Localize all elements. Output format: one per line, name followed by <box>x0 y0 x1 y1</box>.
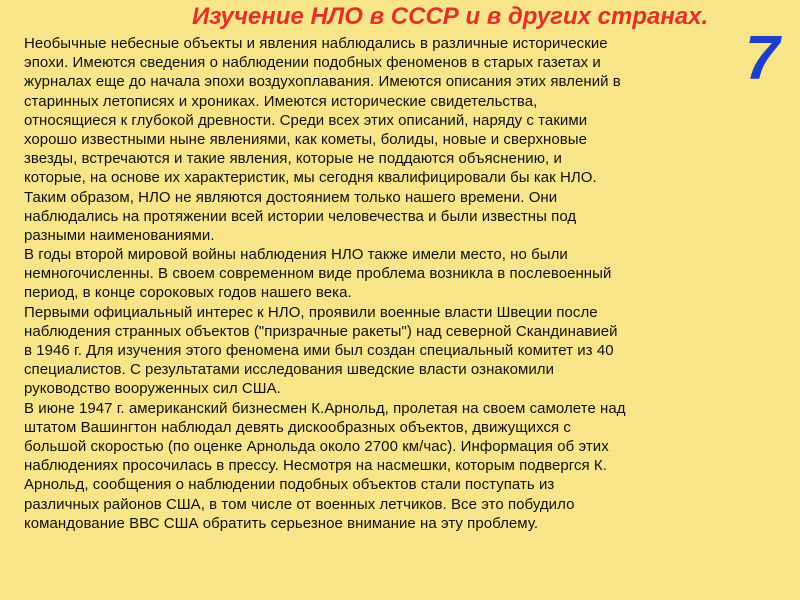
text-line: старинных летописях и хрониках. Имеются исторические свидетельства, <box>24 92 538 110</box>
text-line: в 1946 г. Для изучения этого феномена ими был создан специальный комитет из 40 <box>24 342 614 359</box>
text-line: Первыми официальный интерес к НЛО, проявили военные власти Швеции после <box>24 303 598 321</box>
text-line: наблюдались на протяжении всей истории человечества и были известны под <box>24 207 577 225</box>
text-line: эпохи. Имеются сведения о наблюдении подобных феноменов в старых газетах и <box>24 54 601 72</box>
text-line: период, в конце сороковых годов нашего века. <box>24 284 352 302</box>
text-line: Таким образом, НЛО не являются достоянием только нашего времени. Они <box>24 188 558 206</box>
text-line: различных районов США, в том числе от военных летчиков. Все это побудило <box>24 495 575 513</box>
text-line: журналах еще до начала эпохи воздухоплавания. Имеются описания этих явлений в <box>24 73 621 91</box>
text-line: звезды, встречаются и такие явления, которые не поддаются объяснению, и <box>24 150 562 168</box>
text-line: Арнольд, сообщения о наблюдении подобных объектов стали поступать из <box>24 476 555 494</box>
text-line: наблюдениях просочилась в прессу. Несмотря на насмешки, которым подвергся К. <box>24 457 607 475</box>
text-line: большой скоростью (по оценке Арнольда около 2700 км/час). Информация об этих <box>24 437 609 455</box>
paragraph <box>24 399 776 533</box>
text-line: В июне 1947 г. американский бизнесмен К.Арнольд, пролетая на своем самолете над <box>24 399 626 417</box>
slide-number: 7 <box>745 24 780 93</box>
text-line: относящиеся к глубокой древности. Среди всех этих описаний, наряду с такими <box>24 111 588 129</box>
text-line: Необычные небесные объекты и явления наблюдались в различные исторические <box>24 35 608 52</box>
text-line: специалистов. С результатами исследования шведские власти ознакомили <box>24 361 554 379</box>
text-line: разными наименованиями. <box>24 226 215 244</box>
text-line: руководство вооруженных сил США. <box>24 380 281 398</box>
paragraph <box>24 34 776 245</box>
text-line: В годы второй мировой войны наблюдения НЛО также имели место, но были <box>24 246 568 264</box>
text-line: немногочисленны. В своем современном виде проблема возникла в послевоенный <box>24 265 612 283</box>
text-line: наблюдения странных объектов ("призрачные ракеты") над северной Скандинавией <box>24 322 618 340</box>
paragraph <box>24 245 776 303</box>
text-line: которые, на основе их характеристик, мы сегодня квалифицировали бы как НЛО. <box>24 169 597 187</box>
slide-title: Изучение НЛО в СССР и в других странах. <box>192 3 709 30</box>
paragraph <box>24 303 776 399</box>
text-line: хорошо известными ныне явлениями, как кометы, болиды, новые и сверхновые <box>24 130 587 148</box>
slide-body-text <box>24 34 776 533</box>
text-line: командование ВВС США обратить серьезное внимание на эту проблему. <box>24 514 539 532</box>
text-line: штатом Вашингтон наблюдал девять дискообразных объектов, движущихся с <box>24 418 571 436</box>
